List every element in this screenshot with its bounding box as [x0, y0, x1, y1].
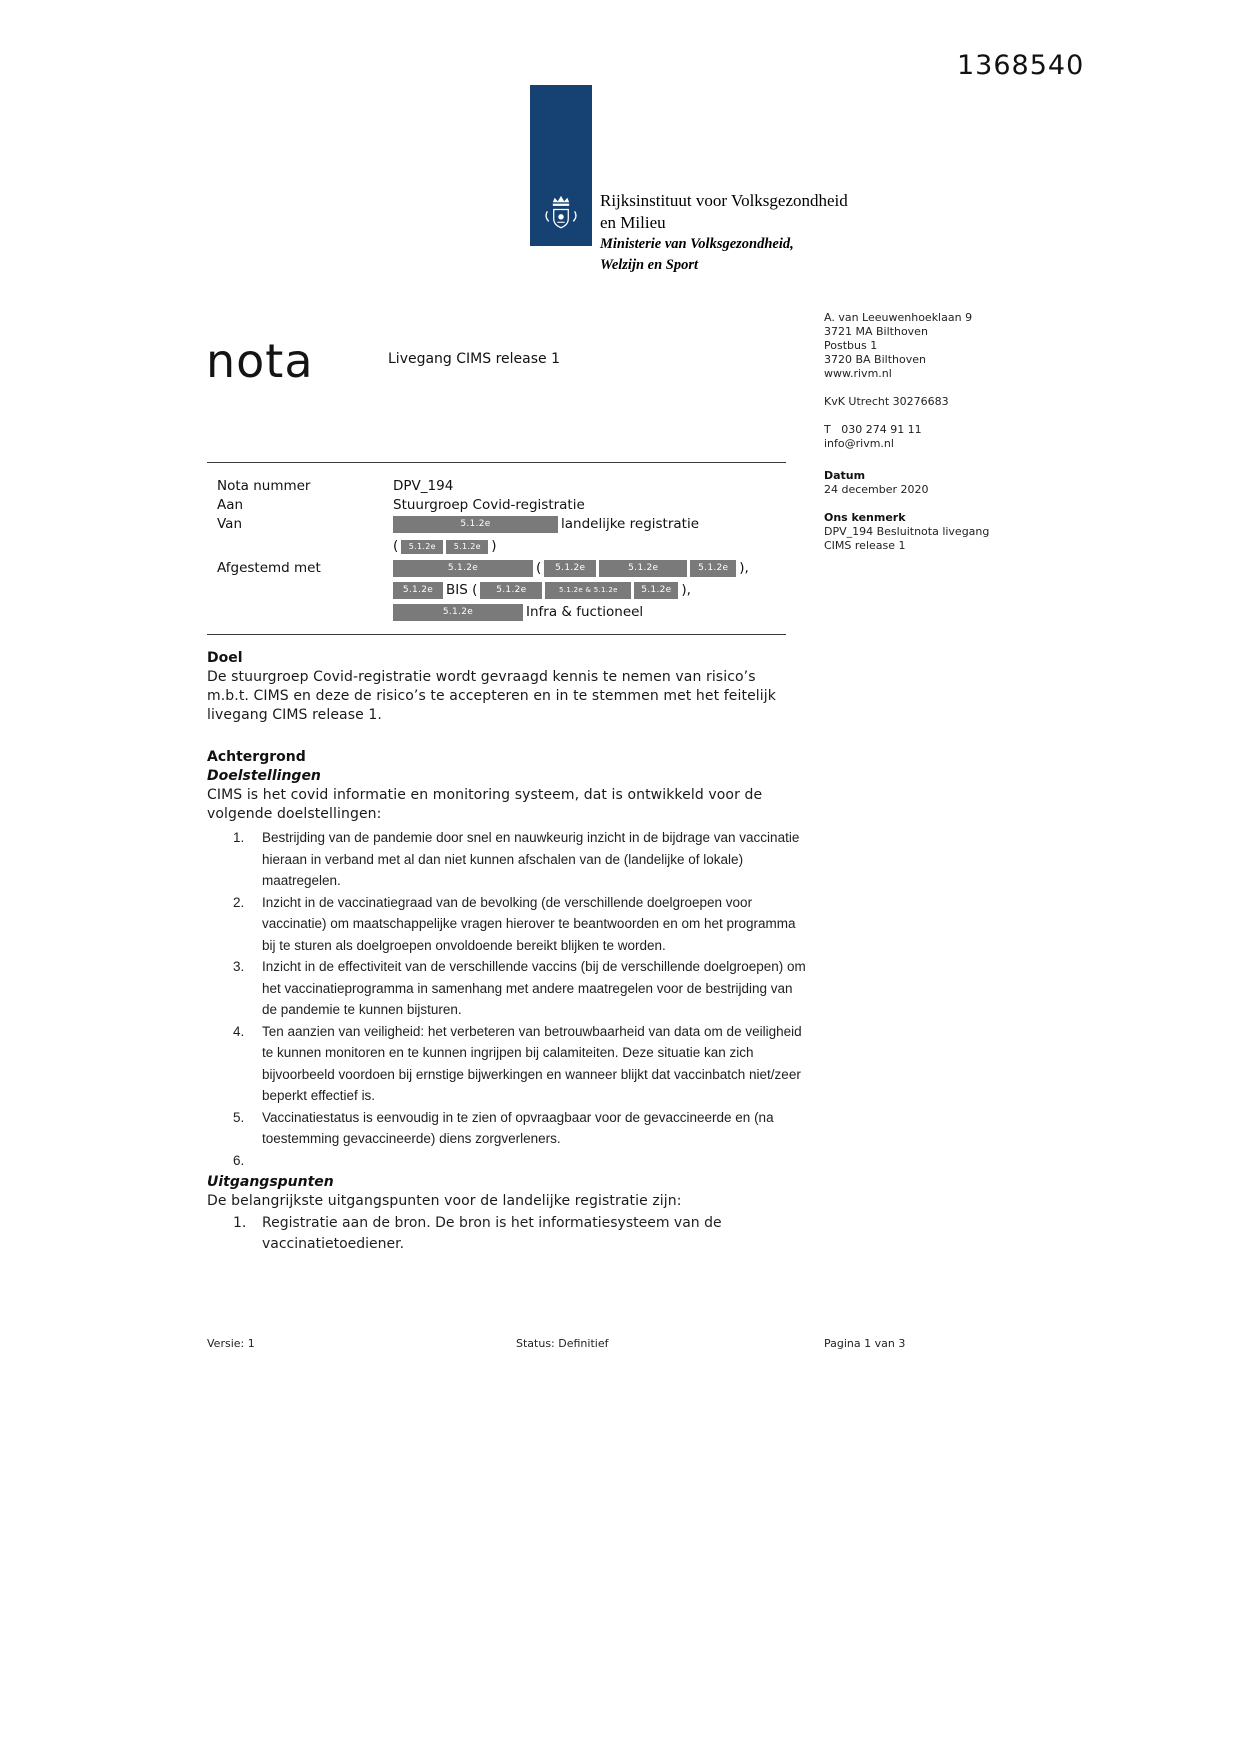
address-line: A. van Leeuwenhoeklaan 9	[824, 311, 973, 324]
afgestemd-line-1	[393, 559, 817, 578]
meta-value	[393, 559, 817, 625]
subheading-uitgangspunten: Uitgangspunten	[207, 1174, 334, 1190]
list-item-number: 2.	[233, 894, 245, 910]
list-item-text: Vaccinatiestatus is eenvoudig in te zien of opvraagbaar voor de gevaccineerde en (na toestemming gevaccineerde) diens zorgverleners.	[262, 1109, 774, 1146]
doel-paragraph: De stuurgroep Covid-registratie wordt gevraagd kennis te nemen van risico’s m.b.t. CIMS en deze de risico’s te accepteren en in te stemmen met het feitelijk livegang CIMS release 1.	[207, 669, 776, 723]
rivm-logo-banner	[530, 85, 592, 246]
ministry-name-line1: Ministerie van Volksgezondheid,	[600, 236, 794, 252]
list-item-number: 1.	[233, 830, 245, 845]
list-item-number: 5.	[233, 1109, 245, 1125]
afgestemd-line-2	[393, 581, 817, 600]
meta-label: Afgestemd met	[217, 560, 321, 576]
list-item-text: Bestrijding van de pandemie door snel en nauwkeurig inzicht in de bijdrage van vaccinatie hieraan in verband met al dan niet kunnen afschalen van de (landelijke of lokale) maatregelen.	[262, 830, 800, 888]
doelstellingen-intro: CIMS is het covid informatie en monitoring systeem, dat is ontwikkeld voor de volgende doelstellingen:	[207, 787, 763, 822]
meta-row-van	[217, 515, 817, 559]
paren-open: (	[536, 560, 542, 576]
list-item-text: Registratie aan de bron. De bron is het informatiesysteem van de vaccinatietoediener.	[262, 1215, 722, 1252]
meta-label: Nota nummer	[217, 478, 311, 494]
org-name-line1: Rijksinstituut voor Volksgezondheid	[600, 191, 848, 210]
redaction-block: 5.1.2e	[401, 540, 443, 554]
rivm-coat-of-arms-icon	[541, 192, 581, 238]
website-url: www.rivm.nl	[824, 367, 892, 380]
van-line-2	[393, 537, 817, 556]
list-item	[233, 1107, 808, 1150]
redaction-block: 5.1.2e	[544, 560, 596, 577]
list-item	[233, 827, 808, 892]
address-line: 3720 BA Bilthoven	[824, 353, 926, 366]
list-item-text	[262, 1150, 808, 1172]
subheading-doelstellingen: Doelstellingen	[207, 768, 321, 784]
document-body	[207, 649, 807, 1257]
doelstellingen-list	[233, 827, 808, 1171]
redaction-block: 5.1.2e	[634, 582, 678, 599]
bis-text: BIS (	[446, 582, 478, 598]
address-line: Postbus 1	[824, 339, 878, 352]
logo-text-block	[600, 190, 848, 276]
list-item	[233, 892, 808, 957]
list-item	[233, 1021, 808, 1107]
ministry-name-line2: Welzijn en Sport	[600, 257, 699, 273]
redaction-block: 5.1.2e	[690, 560, 736, 577]
meta-row-aan	[217, 496, 817, 515]
org-name-line2: en Milieu	[600, 213, 666, 232]
section-heading-achtergrond: Achtergrond	[207, 749, 306, 765]
van-line-1	[393, 515, 817, 534]
paren-close-comma: ),	[681, 582, 691, 598]
redaction-block: 5.1.2e & 5.1.2e	[545, 582, 631, 599]
list-item-number: 3.	[233, 959, 245, 974]
spacer	[824, 409, 1024, 423]
list-item-text: Ten aanzien van veiligheid: het verbeteren van betrouwbaarheid van data om de veiligheid te kunnen monitoren en te kunnen ingrijpen bij calamiteiten. Deze situatie kan zich bijvoorbeeld voordoen bij ernstige bijwerkingen en wanneer blijkt dat vaccinbatch niet/zeer beperkt effectief is.	[262, 1023, 802, 1103]
redaction-block: 5.1.2e	[599, 560, 687, 577]
kvk-number: KvK Utrecht 30276683	[824, 395, 949, 408]
list-item-text: Inzicht in de vaccinatiegraad van de bevolking (de verschillende doelgroepen voor vaccinatie) om maatschappelijke vragen hierover te beantwoorden en om het programma bij te sturen als doelgroepen onvoldoende bereikt blijken te worden.	[262, 894, 796, 953]
datum-label: Datum	[824, 469, 866, 482]
list-item-number: 1.	[233, 1215, 247, 1231]
address-line: 3721 MA Bilthoven	[824, 325, 928, 338]
redaction-block: 5.1.2e	[393, 582, 443, 599]
spacer	[824, 497, 1024, 511]
list-item	[233, 956, 808, 1021]
paren-close: )	[491, 538, 497, 554]
redaction-block: 5.1.2e	[446, 540, 488, 554]
footer-status: Status: Definitief	[516, 1337, 609, 1350]
meta-table	[217, 477, 817, 625]
list-item	[233, 1213, 798, 1255]
spacer	[824, 381, 1024, 395]
meta-value: Stuurgroep Covid-registratie	[393, 497, 585, 513]
divider-bottom	[207, 634, 786, 635]
meta-value	[393, 515, 817, 559]
paren-open: (	[393, 538, 399, 554]
address-block	[824, 311, 1024, 553]
redaction-block: 5.1.2e	[480, 582, 542, 599]
divider-top	[207, 462, 786, 463]
uitgangspunten-intro: De belangrijkste uitgangspunten voor de landelijke registratie zijn:	[207, 1193, 682, 1209]
redaction-block: 5.1.2e	[393, 560, 533, 577]
redaction-block: 5.1.2e	[393, 604, 523, 621]
list-item-text: Inzicht in de effectiviteit van de verschillende vaccins (bij de verschillende doelgroepen) om het vaccinatieprogramma in samenhang met andere maatregelen voor de bestrijding van de pandemie te kunnen bijsturen.	[262, 959, 806, 1017]
meta-value: DPV_194	[393, 478, 454, 494]
uitgangspunten-list	[233, 1213, 798, 1255]
meta-row-afgestemd	[217, 559, 817, 625]
meta-row-nota-nummer	[217, 477, 817, 496]
van-suffix-text: landelijke registratie	[561, 516, 700, 532]
infra-text: Infra & fuctioneel	[526, 604, 644, 620]
meta-label: Aan	[217, 497, 244, 513]
footer-pagina: Pagina 1 van 3	[824, 1337, 906, 1350]
section-heading-doel: Doel	[207, 650, 243, 666]
list-item-number: 6.	[233, 1152, 245, 1168]
kenmerk-value: DPV_194 Besluitnota livegang CIMS release 1	[824, 525, 990, 552]
meta-label: Van	[217, 516, 243, 532]
redaction-block: 5.1.2e	[393, 516, 558, 533]
paren-close-comma: ),	[739, 560, 749, 576]
afgestemd-line-3	[393, 603, 817, 622]
doc-type-title: nota	[206, 334, 314, 388]
email-address: info@rivm.nl	[824, 437, 894, 450]
footer-versie: Versie: 1	[207, 1337, 255, 1350]
document-number: 1368540	[957, 50, 1085, 81]
list-item	[233, 1150, 808, 1172]
list-item-number: 4.	[233, 1023, 245, 1039]
doc-subject: Livegang CIMS release 1	[388, 351, 560, 367]
spacer	[824, 451, 1024, 469]
phone-number: T 030 274 91 11	[824, 423, 922, 436]
datum-value: 24 december 2020	[824, 483, 929, 496]
kenmerk-label: Ons kenmerk	[824, 511, 906, 524]
